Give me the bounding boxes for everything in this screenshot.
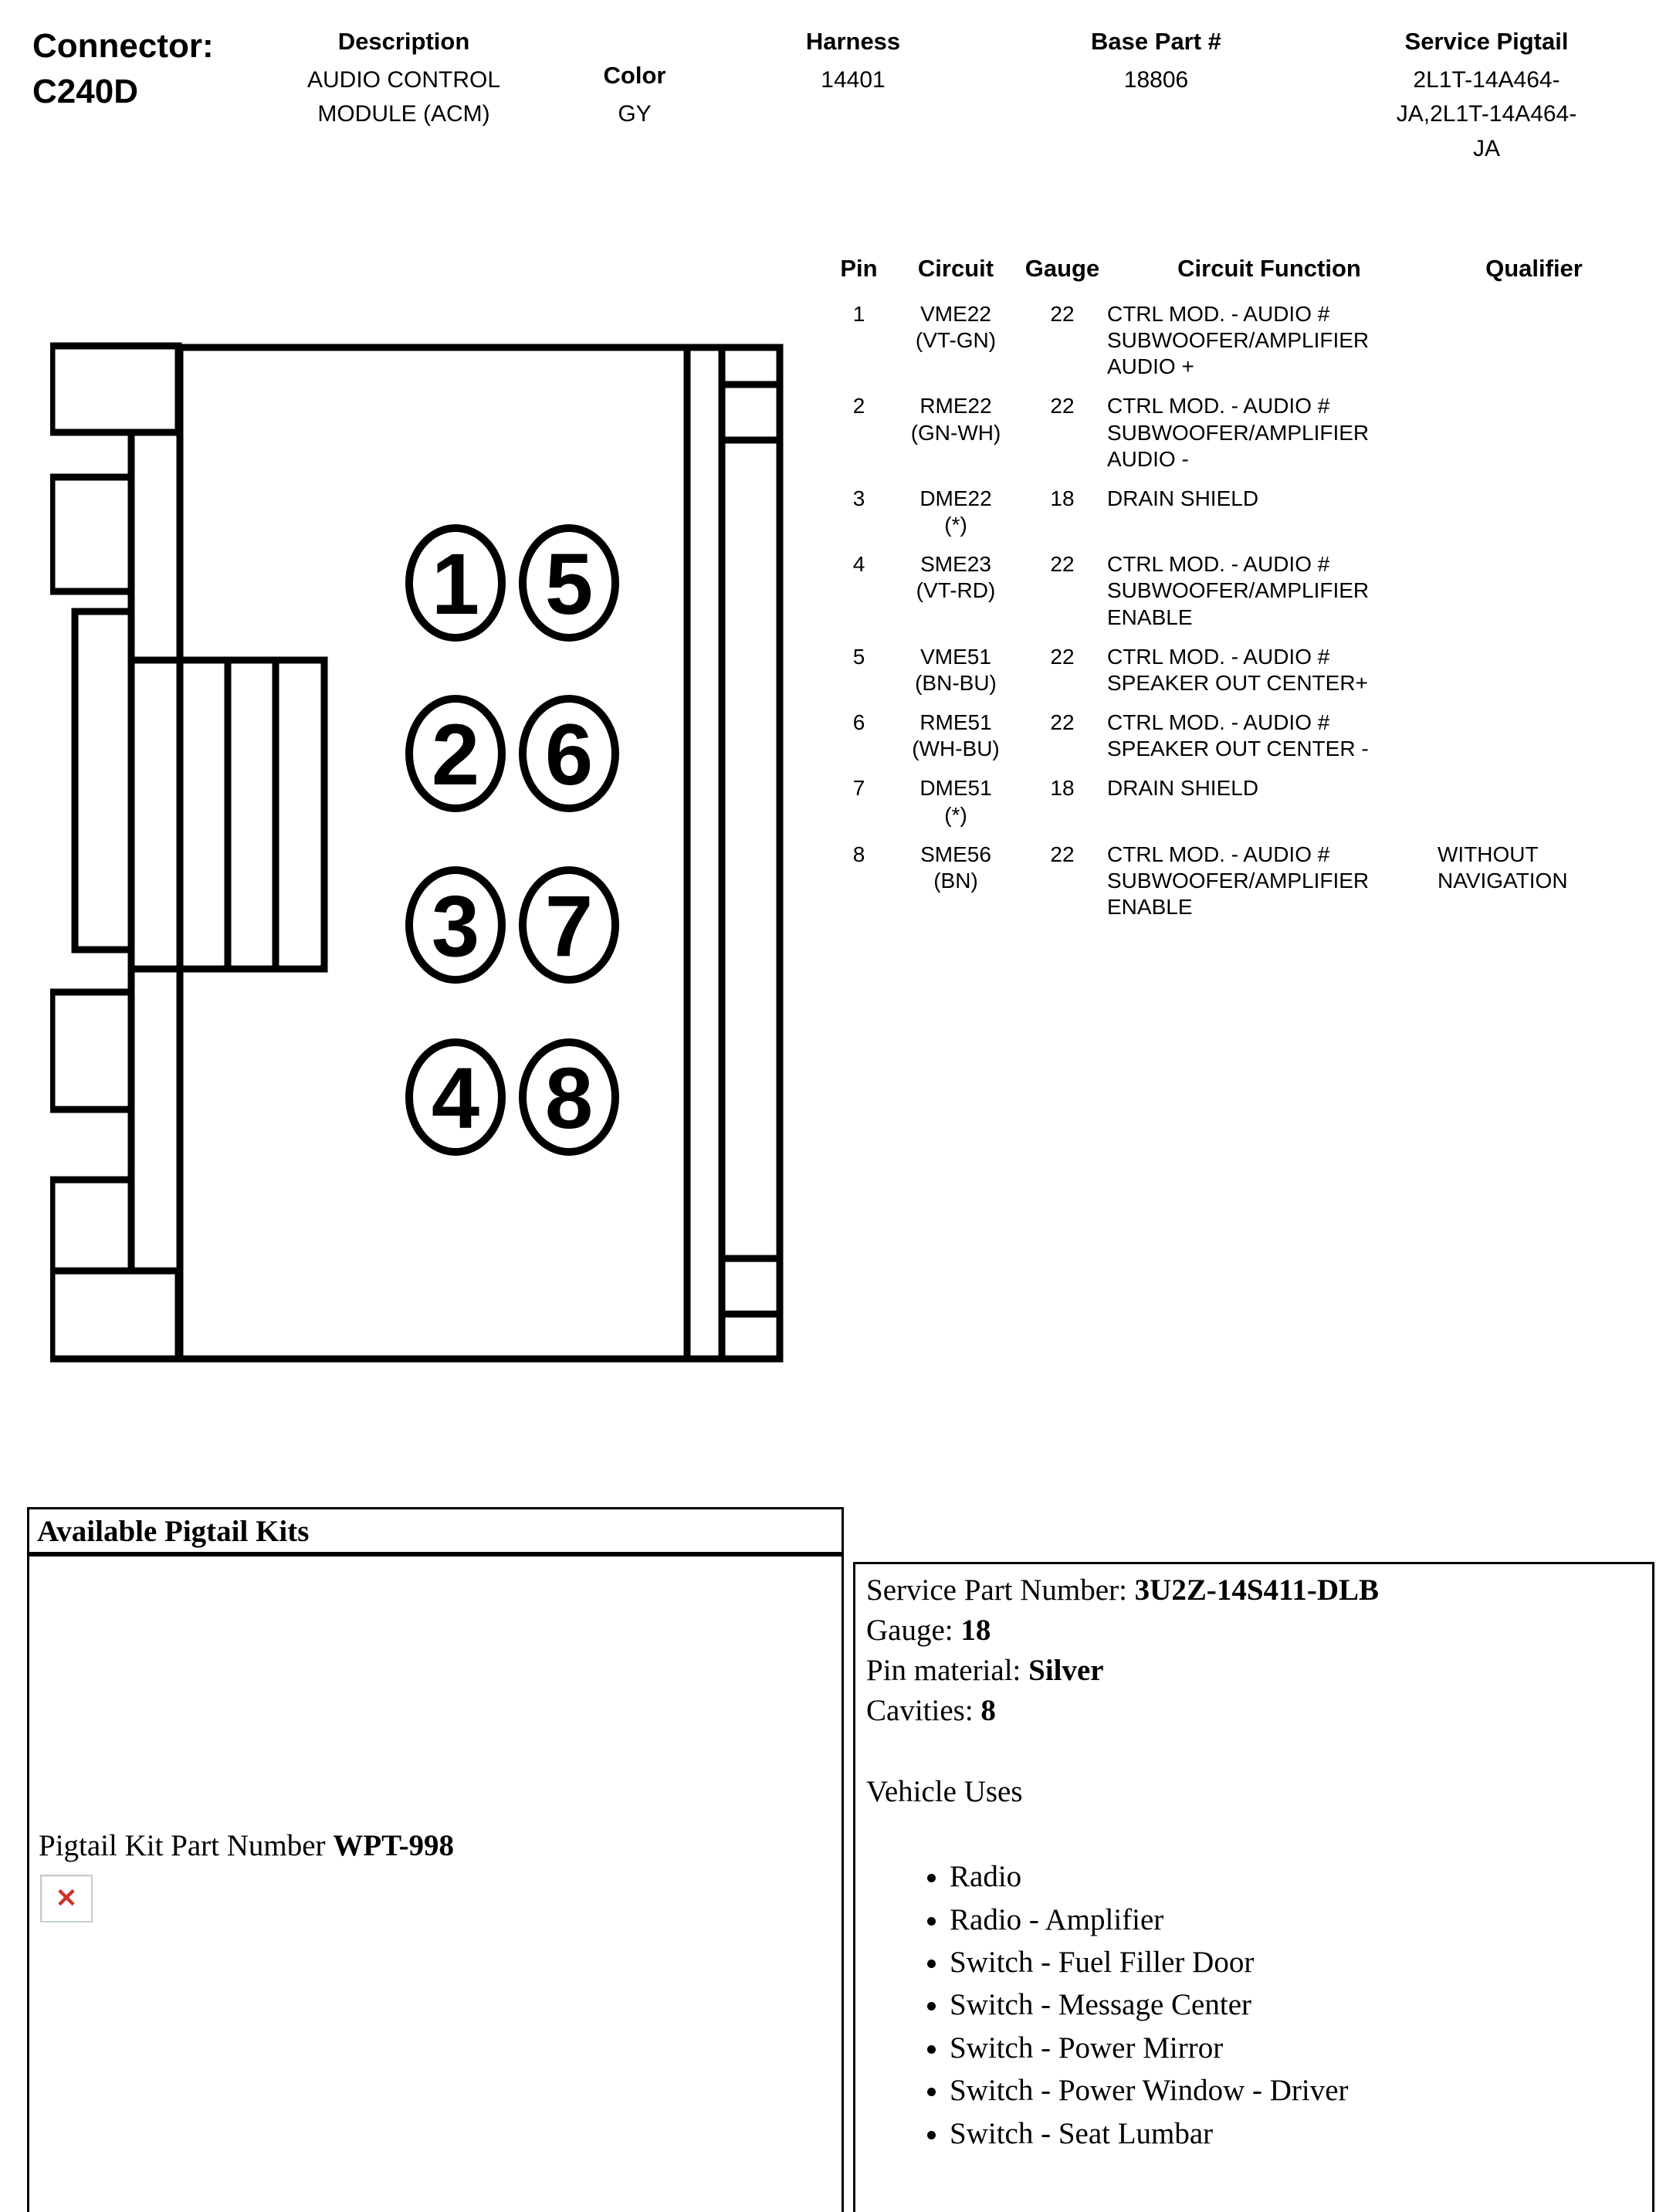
- left-strip: [75, 611, 131, 950]
- pin-table-row: [830, 644, 1648, 696]
- vehicle-uses-list: [866, 1855, 1641, 2155]
- gauge-cell: 22: [1050, 394, 1075, 418]
- circuit-cell: [894, 393, 1018, 472]
- pigtail-kit-part-line: [39, 1828, 454, 1863]
- qualifier-cell: [1438, 486, 1631, 538]
- vehicle-uses-title: Vehicle Uses: [866, 1775, 1023, 1809]
- detail-value: 18: [960, 1613, 991, 1647]
- vehicle-use-item: • Switch - Power Window - Driver: [950, 2069, 1641, 2112]
- pin-cell: 4: [852, 552, 865, 577]
- header-field-harness: [780, 28, 926, 97]
- pin-table-body: [830, 301, 1648, 920]
- pigtail-kit-label: Pigtail Kit Part Number: [39, 1829, 326, 1862]
- gauge-cell: 22: [1050, 644, 1075, 669]
- circuit-code: DME51: [919, 776, 992, 801]
- circuit-cell: [894, 842, 1018, 920]
- connector-diagram: [50, 340, 818, 1367]
- detail-value: 8: [980, 1693, 996, 1727]
- col-header-function: Circuit Function: [1177, 255, 1361, 282]
- left-tab-2: [52, 992, 131, 1109]
- gauge-cell: 22: [1050, 842, 1075, 866]
- circuit-color: (VT-RD): [916, 578, 996, 603]
- pin-table-row: [830, 710, 1648, 762]
- pin-table-header: [830, 255, 1648, 283]
- circuit-cell: [894, 644, 1018, 696]
- service-part-cell: [853, 1562, 1654, 2212]
- detail-line: [866, 1691, 1641, 1731]
- function-cell: DRAIN SHIELD: [1107, 776, 1259, 801]
- gauge-cell: 22: [1050, 302, 1075, 326]
- description-label: Description: [337, 28, 470, 55]
- circuit-cell: [894, 301, 1018, 380]
- base-part-label: Base Part #: [1091, 28, 1221, 55]
- connector-outline: [52, 346, 780, 1359]
- pigtail-kit-number: WPT-998: [333, 1829, 455, 1862]
- circuit-color: (*): [944, 513, 967, 537]
- connector-label: Connector:: [32, 27, 214, 65]
- circuit-code: VME51: [920, 644, 991, 669]
- pin-number-2: 2: [431, 706, 480, 803]
- detail-line: [866, 1651, 1641, 1691]
- connector-title: [32, 23, 214, 115]
- col-header-pin: Pin: [840, 255, 878, 282]
- circuit-cell: [894, 486, 1018, 538]
- function-cell: CTRL MOD. - AUDIO # SUBWOOFER/AMPLIFIER ENABLE: [1107, 842, 1370, 919]
- detail-label: Cavities:: [866, 1693, 974, 1727]
- harness-label: Harness: [805, 28, 901, 55]
- pin-table-row: [830, 486, 1648, 538]
- header-field-service-pigtail: [1396, 28, 1577, 166]
- function-cell: CTRL MOD. - AUDIO # SPEAKER OUT CENTER -: [1107, 710, 1369, 761]
- circuit-cell: [894, 551, 1018, 630]
- pin-number-3: 3: [431, 878, 480, 974]
- broken-image-icon: [40, 1875, 93, 1922]
- right-notch-bottom: [722, 1258, 780, 1314]
- pin-number-4: 4: [431, 1050, 480, 1147]
- qualifier-cell: [1438, 644, 1631, 696]
- left-step-bottom: [52, 1271, 178, 1359]
- connector-id: C240D: [32, 73, 138, 111]
- color-value: GY: [618, 101, 652, 127]
- qualifier-cell: [1438, 551, 1631, 630]
- function-cell: CTRL MOD. - AUDIO # SUBWOOFER/AMPLIFIER AUDIO +: [1107, 302, 1370, 379]
- circuit-color: (GN-WH): [910, 420, 1001, 445]
- harness-value: 14401: [821, 67, 886, 93]
- pin-number-7: 7: [544, 878, 594, 974]
- circuit-code: SME23: [920, 552, 991, 577]
- base-part-value: 18806: [1123, 67, 1189, 93]
- pin-number-8: 8: [544, 1050, 594, 1147]
- right-notch-top: [722, 384, 780, 440]
- function-cell: CTRL MOD. - AUDIO # SPEAKER OUT CENTER+: [1107, 644, 1368, 695]
- qualifier-cell: [1438, 710, 1631, 762]
- vehicle-use-item: • Switch - Power Mirror: [950, 2027, 1641, 2069]
- header-field-description: [282, 28, 526, 132]
- pin-table-row: [830, 393, 1648, 472]
- circuit-cell: [894, 710, 1018, 762]
- vehicle-use-item: • Radio: [950, 1855, 1641, 1898]
- pin-table-row: [830, 775, 1648, 828]
- service-pigtail-value: 2L1T-14A464-JA,2L1T-14A464-JA: [1396, 67, 1577, 161]
- gauge-cell: 18: [1050, 776, 1075, 801]
- pin-number-6: 6: [544, 706, 594, 803]
- qualifier-cell: [1438, 301, 1631, 380]
- circuit-color: (WH-BU): [912, 737, 1000, 761]
- pin-cell: 1: [852, 302, 865, 326]
- col-header-qualifier: Qualifier: [1485, 255, 1583, 282]
- detail-line: [866, 1611, 1641, 1651]
- circuit-code: DME22: [919, 486, 992, 510]
- qualifier-cell: WITHOUT NAVIGATION: [1438, 842, 1568, 893]
- qualifier-cell: [1438, 775, 1631, 828]
- vehicle-use-item: • Switch - Message Center: [950, 1983, 1641, 2026]
- circuit-code: RME51: [919, 710, 992, 735]
- pin-table-row: [830, 551, 1648, 630]
- service-part-details: [866, 1570, 1641, 1730]
- pin-cell: 8: [852, 842, 865, 866]
- detail-value: Silver: [1028, 1653, 1104, 1687]
- circuit-color: (BN): [933, 868, 978, 893]
- header-field-base-part: [1065, 28, 1247, 97]
- left-tab-1: [52, 477, 131, 591]
- circuit-color: (BN-BU): [915, 670, 997, 695]
- left-tab-3: [52, 1180, 131, 1271]
- function-cell: CTRL MOD. - AUDIO # SUBWOOFER/AMPLIFIER AUDIO -: [1107, 394, 1370, 471]
- pigtail-kit-cell: [27, 1554, 844, 2212]
- pin-cell: 2: [852, 394, 865, 418]
- pin-table: [830, 255, 1648, 933]
- pin-cell: 5: [852, 644, 865, 669]
- circuit-color: (*): [944, 802, 967, 827]
- circuit-code: RME22: [919, 394, 992, 418]
- gauge-cell: 22: [1050, 710, 1075, 735]
- available-pigtail-kits-box: [27, 1507, 844, 1554]
- service-pigtail-label: Service Pigtail: [1404, 28, 1569, 55]
- col-header-circuit: Circuit: [917, 255, 994, 282]
- vehicle-use-item: • Radio - Amplifier: [950, 1899, 1641, 1941]
- col-header-gauge: Gauge: [1024, 255, 1100, 282]
- detail-label: Gauge:: [866, 1613, 953, 1647]
- function-cell: CTRL MOD. - AUDIO # SUBWOOFER/AMPLIFIER ENABLE: [1107, 552, 1370, 629]
- broken-image-x-icon: ✕: [55, 1884, 78, 1913]
- color-label: Color: [603, 62, 666, 89]
- qualifier-cell: [1438, 393, 1631, 472]
- pin-number-5: 5: [544, 536, 594, 632]
- pin-cell: 7: [852, 776, 865, 801]
- pin-cell: 6: [852, 710, 865, 735]
- description-value: AUDIO CONTROL MODULE (ACM): [306, 67, 501, 127]
- vehicle-use-item: • Switch - Fuel Filler Door: [950, 1941, 1641, 1983]
- circuit-cell: [894, 775, 1018, 828]
- circuit-code: SME56: [920, 842, 991, 866]
- detail-label: Service Part Number:: [866, 1573, 1127, 1607]
- gauge-cell: 18: [1050, 486, 1075, 510]
- pin-number-1: 1: [431, 536, 480, 632]
- vehicle-use-item: • Switch - Seat Lumbar: [950, 2112, 1641, 2155]
- detail-line: [866, 1570, 1641, 1611]
- pin-table-row: [830, 842, 1648, 920]
- header-field-color: [581, 62, 689, 131]
- circuit-code: VME22: [920, 302, 991, 326]
- detail-label: Pin material:: [866, 1653, 1021, 1687]
- detail-value: 3U2Z-14S411-DLB: [1134, 1573, 1380, 1607]
- circuit-color: (VT-GN): [915, 328, 997, 353]
- function-cell: DRAIN SHIELD: [1107, 486, 1259, 510]
- gauge-cell: 22: [1050, 552, 1075, 577]
- pin-cell: 3: [852, 486, 865, 510]
- pin-table-row: [830, 301, 1648, 380]
- available-pigtail-kits-title: Available Pigtail Kits: [37, 1515, 310, 1548]
- left-step-top: [52, 346, 178, 432]
